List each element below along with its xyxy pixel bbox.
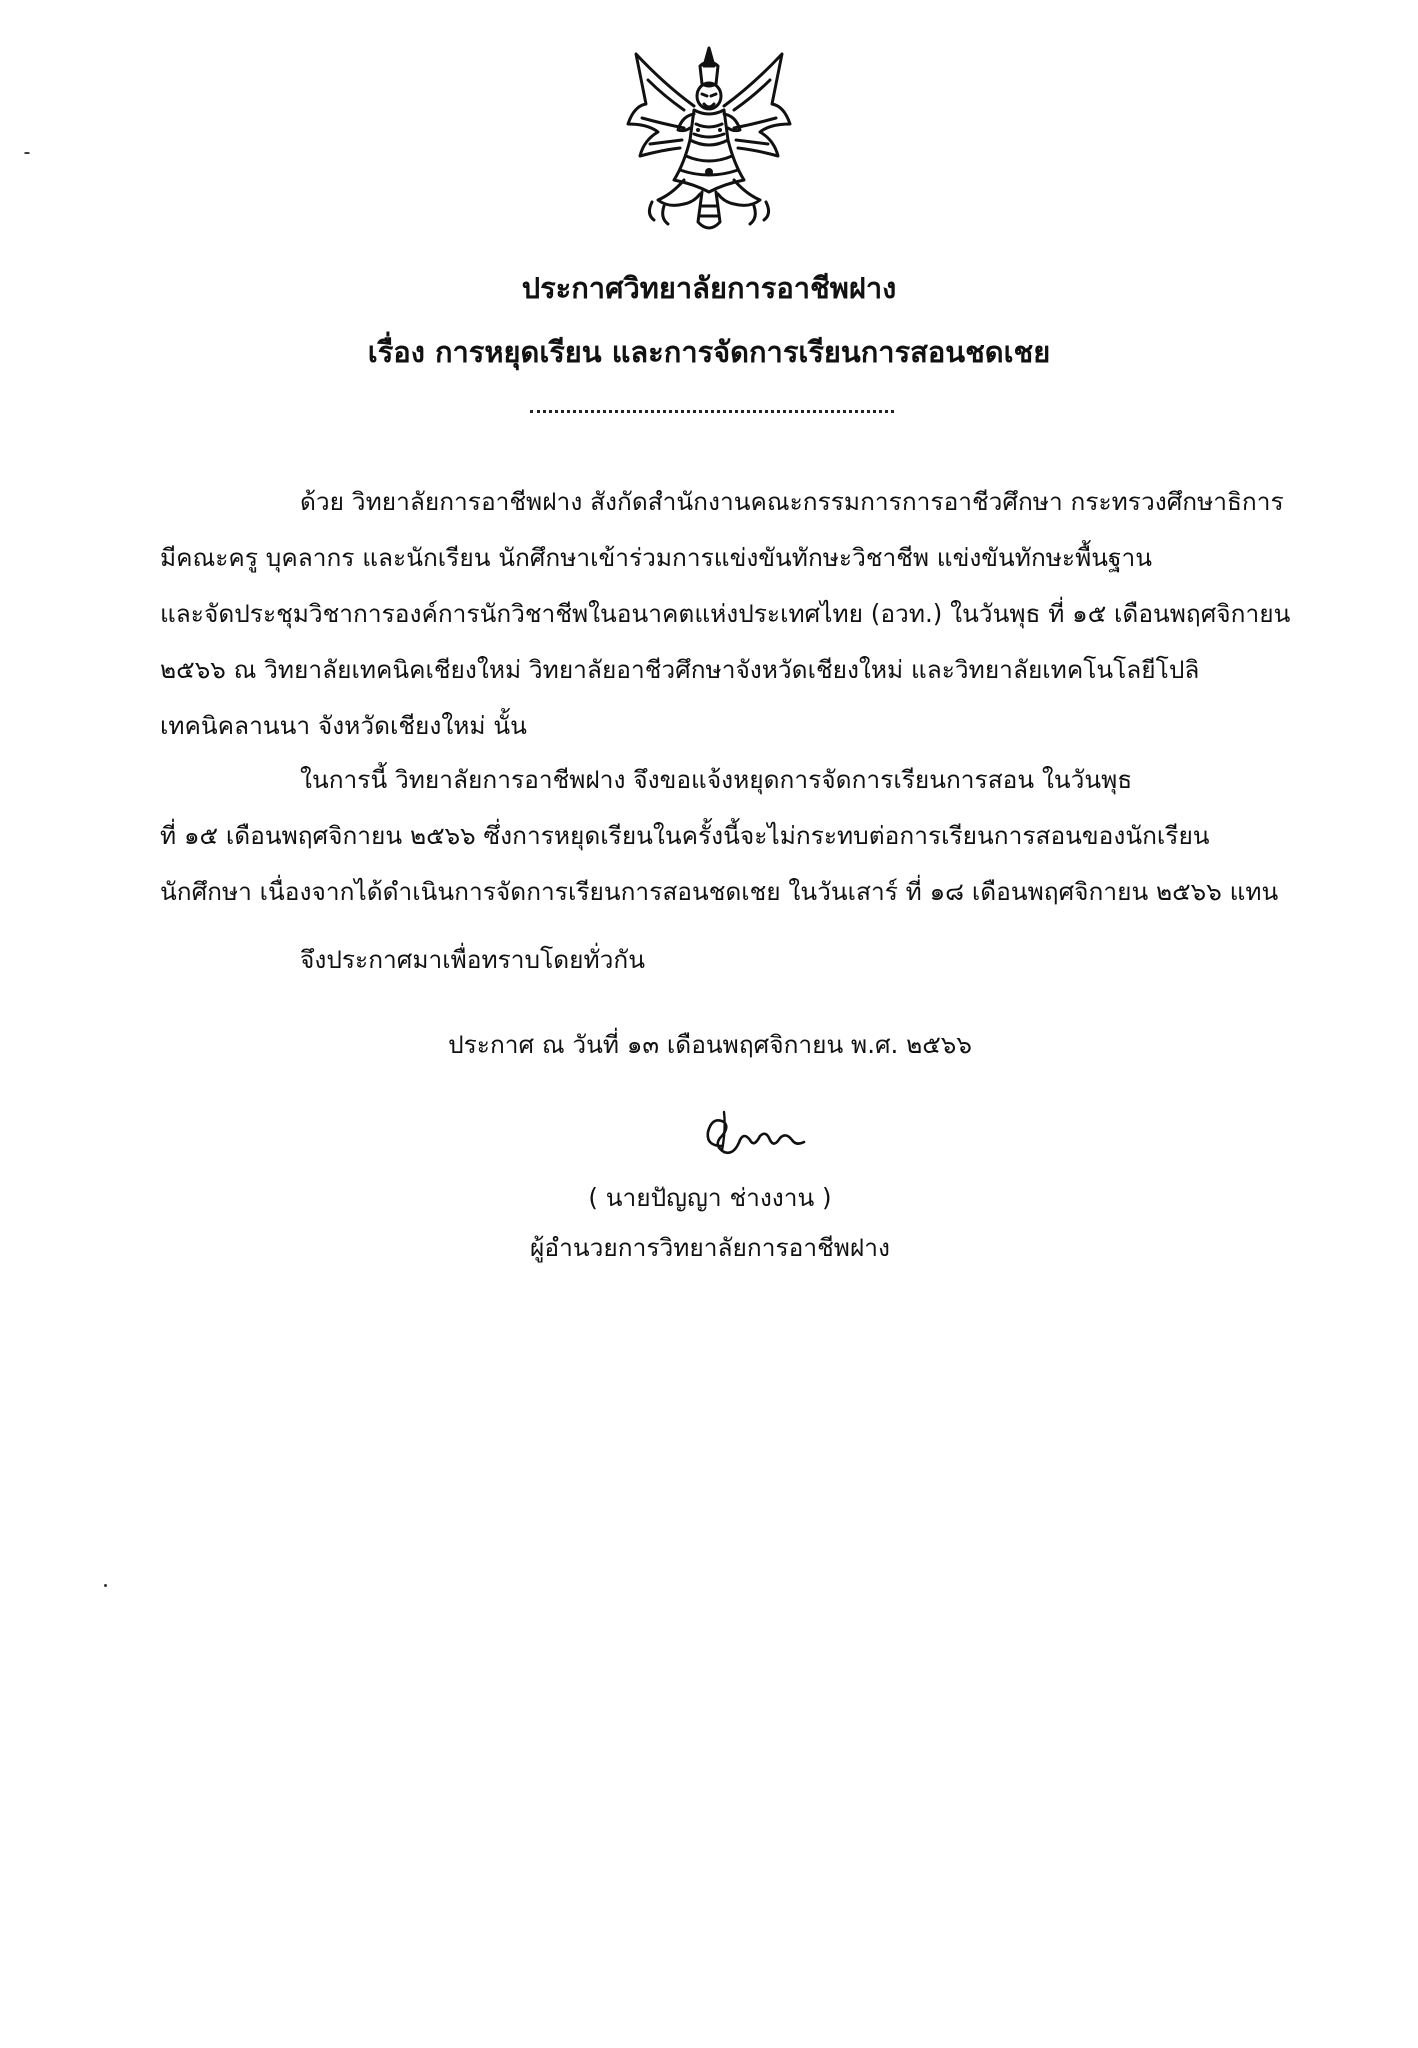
paragraph-1: [160, 474, 1291, 754]
announcement-title: ประกาศวิทยาลัยการอาชีพฝาง: [521, 271, 897, 305]
paragraph-line: ที่ ๑๕ เดือนพฤศจิกายน ๒๕๖๖ ซึ่งการหยุดเรียนในครั้งนี้จะไม่กระทบต่อการเรียนการสอนของนักเรียน: [160, 821, 1210, 850]
closing-paragraph: [160, 932, 1255, 988]
signer-name: ( นายปัญญา ช่างงาน ): [588, 1183, 832, 1212]
handwritten-signature-icon: [700, 1106, 810, 1166]
garuda-emblem-icon: [624, 44, 794, 240]
paragraph-line: เทคนิคลานนา จังหวัดเชียงใหม่ นั้น: [160, 711, 527, 740]
signer-title: ผู้อำนวยการวิทยาลัยการอาชีพฝาง: [530, 1233, 890, 1262]
title-divider: [530, 410, 894, 413]
paragraph-2: [160, 752, 1279, 920]
paragraph-line: ด้วย วิทยาลัยการอาชีพฝาง สังกัดสำนักงานคณะกรรมการการอาชีวศึกษา กระทรวงศึกษาธิการ: [300, 487, 1284, 516]
closing-line: จึงประกาศมาเพื่อทราบโดยทั่วกัน: [300, 945, 646, 974]
scan-mark: [24, 152, 30, 154]
scan-mark: [104, 1584, 107, 1587]
paragraph-line: นักศึกษา เนื่องจากได้ดำเนินการจัดการเรียนการสอนชดเชย ในวันเสาร์ ที่ ๑๘ เดือนพฤศจิกายน ๒๕๖๖ แทน: [160, 877, 1279, 906]
paragraph-line: ๒๕๖๖ ณ วิทยาลัยเทคนิคเชียงใหม่ วิทยาลัยอาชีวศึกษาจังหวัดเชียงใหม่ และวิทยาลัยเทคโนโลยีโปลิ: [160, 655, 1200, 684]
paragraph-line: และจัดประชุมวิชาการองค์การนักวิชาชีพในอนาคตแห่งประเทศไทย (อวท.) ในวันพุธ ที่ ๑๕ เดือนพฤศจิกายน: [160, 599, 1291, 628]
paragraph-line: มีคณะครู บุคลากร และนักเรียน นักศึกษาเข้าร่วมการแข่งขันทักษะวิชาชีพ แข่งขันทักษะพื้นฐาน: [160, 543, 1153, 572]
announcement-subject: เรื่อง การหยุดเรียน และการจัดการเรียนการสอนชดเชย: [367, 335, 1051, 369]
announcement-date: ประกาศ ณ วันที่ ๑๓ เดือนพฤศจิกายน พ.ศ. ๒๕๖๖: [448, 1030, 972, 1059]
paragraph-line: ในการนี้ วิทยาลัยการอาชีพฝาง จึงขอแจ้งหยุดการจัดการเรียนการสอน ในวันพุธ: [300, 765, 1133, 794]
